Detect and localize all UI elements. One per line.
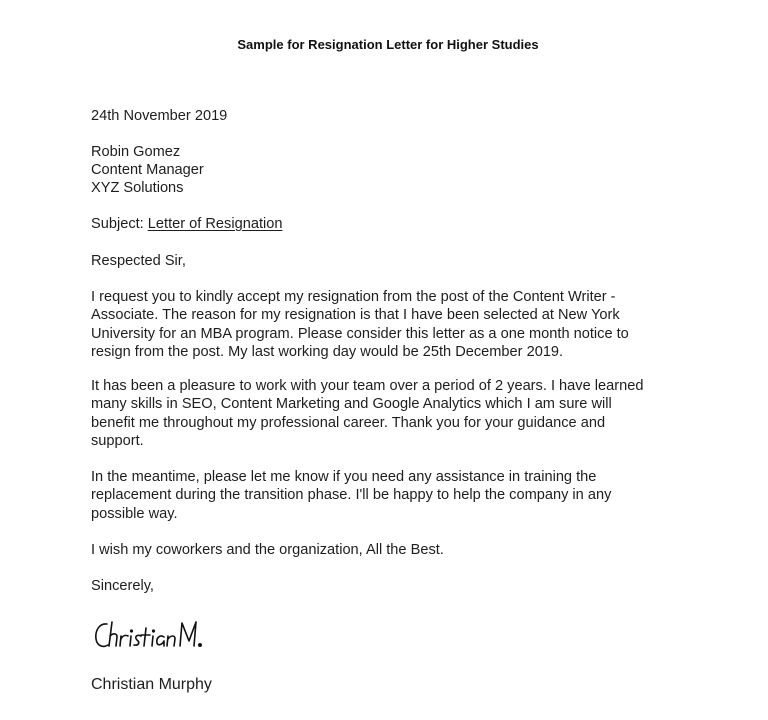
paragraph-line: support. xyxy=(91,432,144,449)
paragraph-line: possible way. xyxy=(91,505,178,522)
subject-line xyxy=(91,215,282,233)
subject-text: Letter of Resignation xyxy=(147,216,283,232)
handwritten-signature xyxy=(93,617,233,657)
paragraph-line: University for an MBA program. Please consider this letter as a one month notice to xyxy=(91,325,629,342)
recipient-name: Robin Gomez xyxy=(91,144,181,160)
paragraph-line: It has been a pleasure to work with your team over a period of 2 years. I have learned xyxy=(91,378,644,394)
paragraph-line: benefit me throughout my professional career. Thank you for your guidance and xyxy=(91,414,606,431)
paragraph-2 xyxy=(91,377,691,450)
paragraph-line: Associate. The reason for my resignation is that I have been selected at New York xyxy=(91,307,620,324)
letter-date: 24th November 2019 xyxy=(91,108,228,124)
paragraph-line: replacement during the transition phase. I'll be happy to help the company in any xyxy=(91,487,612,504)
paragraph-3 xyxy=(91,468,691,523)
closing: Sincerely, xyxy=(91,578,154,594)
paragraph-line: I request you to kindly accept my resignation from the post of the Content Writer - xyxy=(91,289,616,305)
recipient-position: Content Manager xyxy=(91,162,204,178)
letter-title: Sample for Resignation Letter for Higher Studies xyxy=(237,37,539,52)
paragraph-line: I wish my coworkers and the organization, All the Best. xyxy=(91,542,444,558)
paragraph-line: In the meantime, please let me know if you need any assistance in training the xyxy=(91,469,597,485)
signer-name: Christian Murphy xyxy=(91,676,212,693)
recipient-company: XYZ Solutions xyxy=(91,180,184,196)
subject-label: Subject: xyxy=(91,216,144,232)
paragraph-line: resign from the post. My last working day would be 25th December 2019. xyxy=(91,343,564,360)
paragraph-4 xyxy=(91,541,691,559)
paragraph-1 xyxy=(91,288,691,361)
salutation: Respected Sir, xyxy=(91,253,186,269)
paragraph-line: many skills in SEO, Content Marketing and Google Analytics which I am sure will xyxy=(91,396,612,413)
